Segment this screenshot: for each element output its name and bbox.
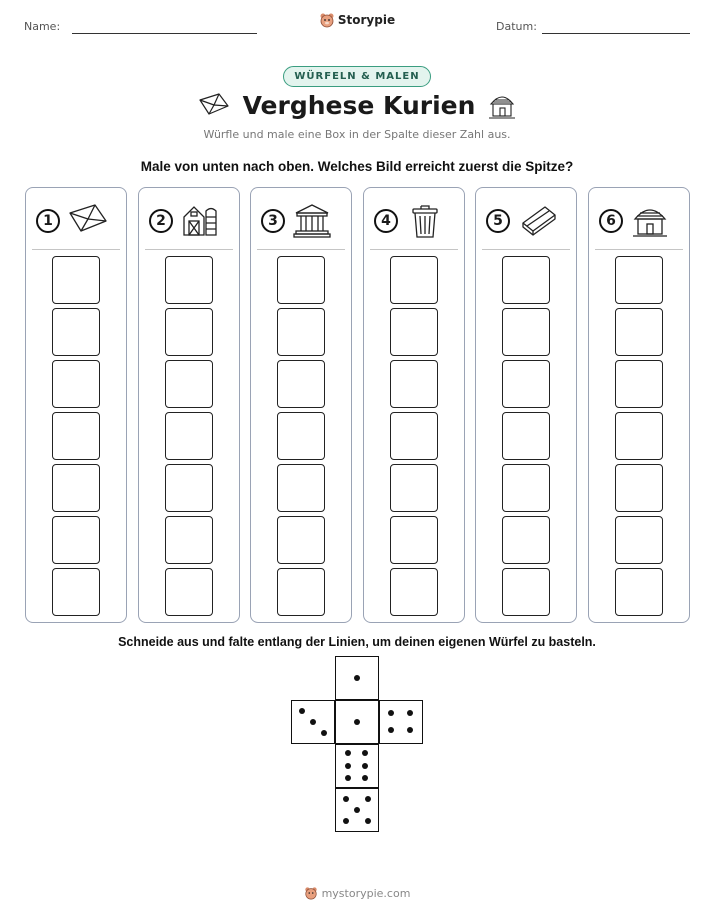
- hut-icon: [629, 201, 671, 241]
- bear-logo-icon: [319, 12, 335, 28]
- envelope-icon: [197, 92, 231, 118]
- bear-logo-icon: [304, 886, 318, 900]
- color-box[interactable]: [277, 568, 325, 616]
- die-pip: [354, 807, 360, 813]
- column-divider: [32, 249, 120, 250]
- color-box[interactable]: [502, 256, 550, 304]
- column-divider: [370, 249, 458, 250]
- color-box[interactable]: [615, 256, 663, 304]
- color-box[interactable]: [277, 256, 325, 304]
- die-pip: [345, 775, 351, 781]
- temple-icon: [291, 201, 333, 241]
- color-box[interactable]: [165, 464, 213, 512]
- footer-url: mystorypie.com: [321, 886, 411, 900]
- die-face-5: [335, 788, 379, 832]
- color-box[interactable]: [615, 464, 663, 512]
- book-icon: [516, 201, 558, 241]
- die-pip: [354, 719, 360, 725]
- color-box[interactable]: [390, 464, 438, 512]
- color-box[interactable]: [390, 256, 438, 304]
- die-pip: [388, 727, 394, 733]
- die-pip: [354, 675, 360, 681]
- column-1: [25, 187, 127, 623]
- column-6: [588, 187, 690, 623]
- color-box[interactable]: [52, 412, 100, 460]
- die-pip: [310, 719, 316, 725]
- die-pip: [362, 750, 368, 756]
- color-box[interactable]: [502, 516, 550, 564]
- color-box[interactable]: [165, 516, 213, 564]
- color-box[interactable]: [165, 308, 213, 356]
- column-number: 2: [149, 209, 173, 233]
- column-header: [149, 202, 233, 240]
- color-box[interactable]: [52, 568, 100, 616]
- instruction: Male von unten nach oben. Welches Bild erreicht zuerst die Spitze?: [140, 159, 574, 174]
- die-face-1: [335, 656, 379, 700]
- column-divider: [257, 249, 345, 250]
- color-box[interactable]: [502, 308, 550, 356]
- column-header: [261, 202, 345, 240]
- hut-icon: [487, 90, 517, 120]
- color-box[interactable]: [165, 568, 213, 616]
- color-box[interactable]: [390, 360, 438, 408]
- title-row: [0, 90, 714, 120]
- die-pip: [299, 708, 305, 714]
- color-box[interactable]: [277, 412, 325, 460]
- color-box[interactable]: [502, 412, 550, 460]
- envelope-icon: [66, 201, 108, 241]
- die-pip: [407, 727, 413, 733]
- column-divider: [482, 249, 570, 250]
- color-box[interactable]: [277, 516, 325, 564]
- column-number: 1: [36, 209, 60, 233]
- brand-name: Storypie: [337, 13, 396, 27]
- column-5: [475, 187, 577, 623]
- subtitle: Würfle und male eine Box in der Spalte dieser Zahl aus.: [203, 128, 511, 141]
- date-label: Datum:: [496, 20, 537, 33]
- column-3: [250, 187, 352, 623]
- color-box[interactable]: [615, 516, 663, 564]
- footer: [0, 886, 714, 905]
- color-box[interactable]: [615, 308, 663, 356]
- trash-can-icon: [404, 201, 446, 241]
- die-pip: [362, 775, 368, 781]
- die-face-6: [335, 744, 379, 788]
- color-box[interactable]: [390, 412, 438, 460]
- barn-icon: [179, 201, 221, 241]
- name-line: [72, 33, 257, 34]
- die-pip: [321, 730, 327, 736]
- column-number: 6: [599, 209, 623, 233]
- brand: [0, 12, 714, 33]
- column-header: [36, 202, 120, 240]
- die-pip: [343, 818, 349, 824]
- color-box[interactable]: [52, 308, 100, 356]
- column-4: [363, 187, 465, 623]
- color-box[interactable]: [390, 568, 438, 616]
- column-header: [486, 202, 570, 240]
- color-box[interactable]: [615, 568, 663, 616]
- color-box[interactable]: [165, 412, 213, 460]
- die-pip: [388, 710, 394, 716]
- color-box[interactable]: [52, 516, 100, 564]
- color-box[interactable]: [52, 360, 100, 408]
- die-pip: [345, 750, 351, 756]
- die-pip: [343, 796, 349, 802]
- color-box[interactable]: [390, 308, 438, 356]
- die-pip: [362, 763, 368, 769]
- color-box[interactable]: [52, 256, 100, 304]
- color-box[interactable]: [502, 464, 550, 512]
- die-face-1: [335, 700, 379, 744]
- column-header: [374, 202, 458, 240]
- color-box[interactable]: [615, 412, 663, 460]
- color-box[interactable]: [615, 360, 663, 408]
- color-box[interactable]: [390, 516, 438, 564]
- color-box[interactable]: [165, 256, 213, 304]
- column-divider: [595, 249, 683, 250]
- column-2: [138, 187, 240, 623]
- die-face-3: [291, 700, 335, 744]
- die-pip: [407, 710, 413, 716]
- die-pip: [365, 796, 371, 802]
- color-box[interactable]: [165, 360, 213, 408]
- cut-instruction: Schneide aus und falte entlang der Linien, um deinen eigenen Würfel zu basteln.: [118, 635, 596, 649]
- page-title: Verghese Kurien: [242, 90, 476, 120]
- color-box[interactable]: [502, 360, 550, 408]
- column-number: 4: [374, 209, 398, 233]
- column-number: 3: [261, 209, 285, 233]
- name-label: Name:: [24, 20, 61, 33]
- die-pip: [365, 818, 371, 824]
- column-divider: [145, 249, 233, 250]
- die-pip: [345, 763, 351, 769]
- date-line: [542, 33, 690, 34]
- column-header: [599, 202, 683, 240]
- color-box[interactable]: [277, 308, 325, 356]
- color-box[interactable]: [277, 360, 325, 408]
- activity-badge: WÜRFELN & MALEN: [283, 66, 430, 87]
- color-box[interactable]: [52, 464, 100, 512]
- color-box[interactable]: [277, 464, 325, 512]
- die-face-4: [379, 700, 423, 744]
- color-box[interactable]: [502, 568, 550, 616]
- column-number: 5: [486, 209, 510, 233]
